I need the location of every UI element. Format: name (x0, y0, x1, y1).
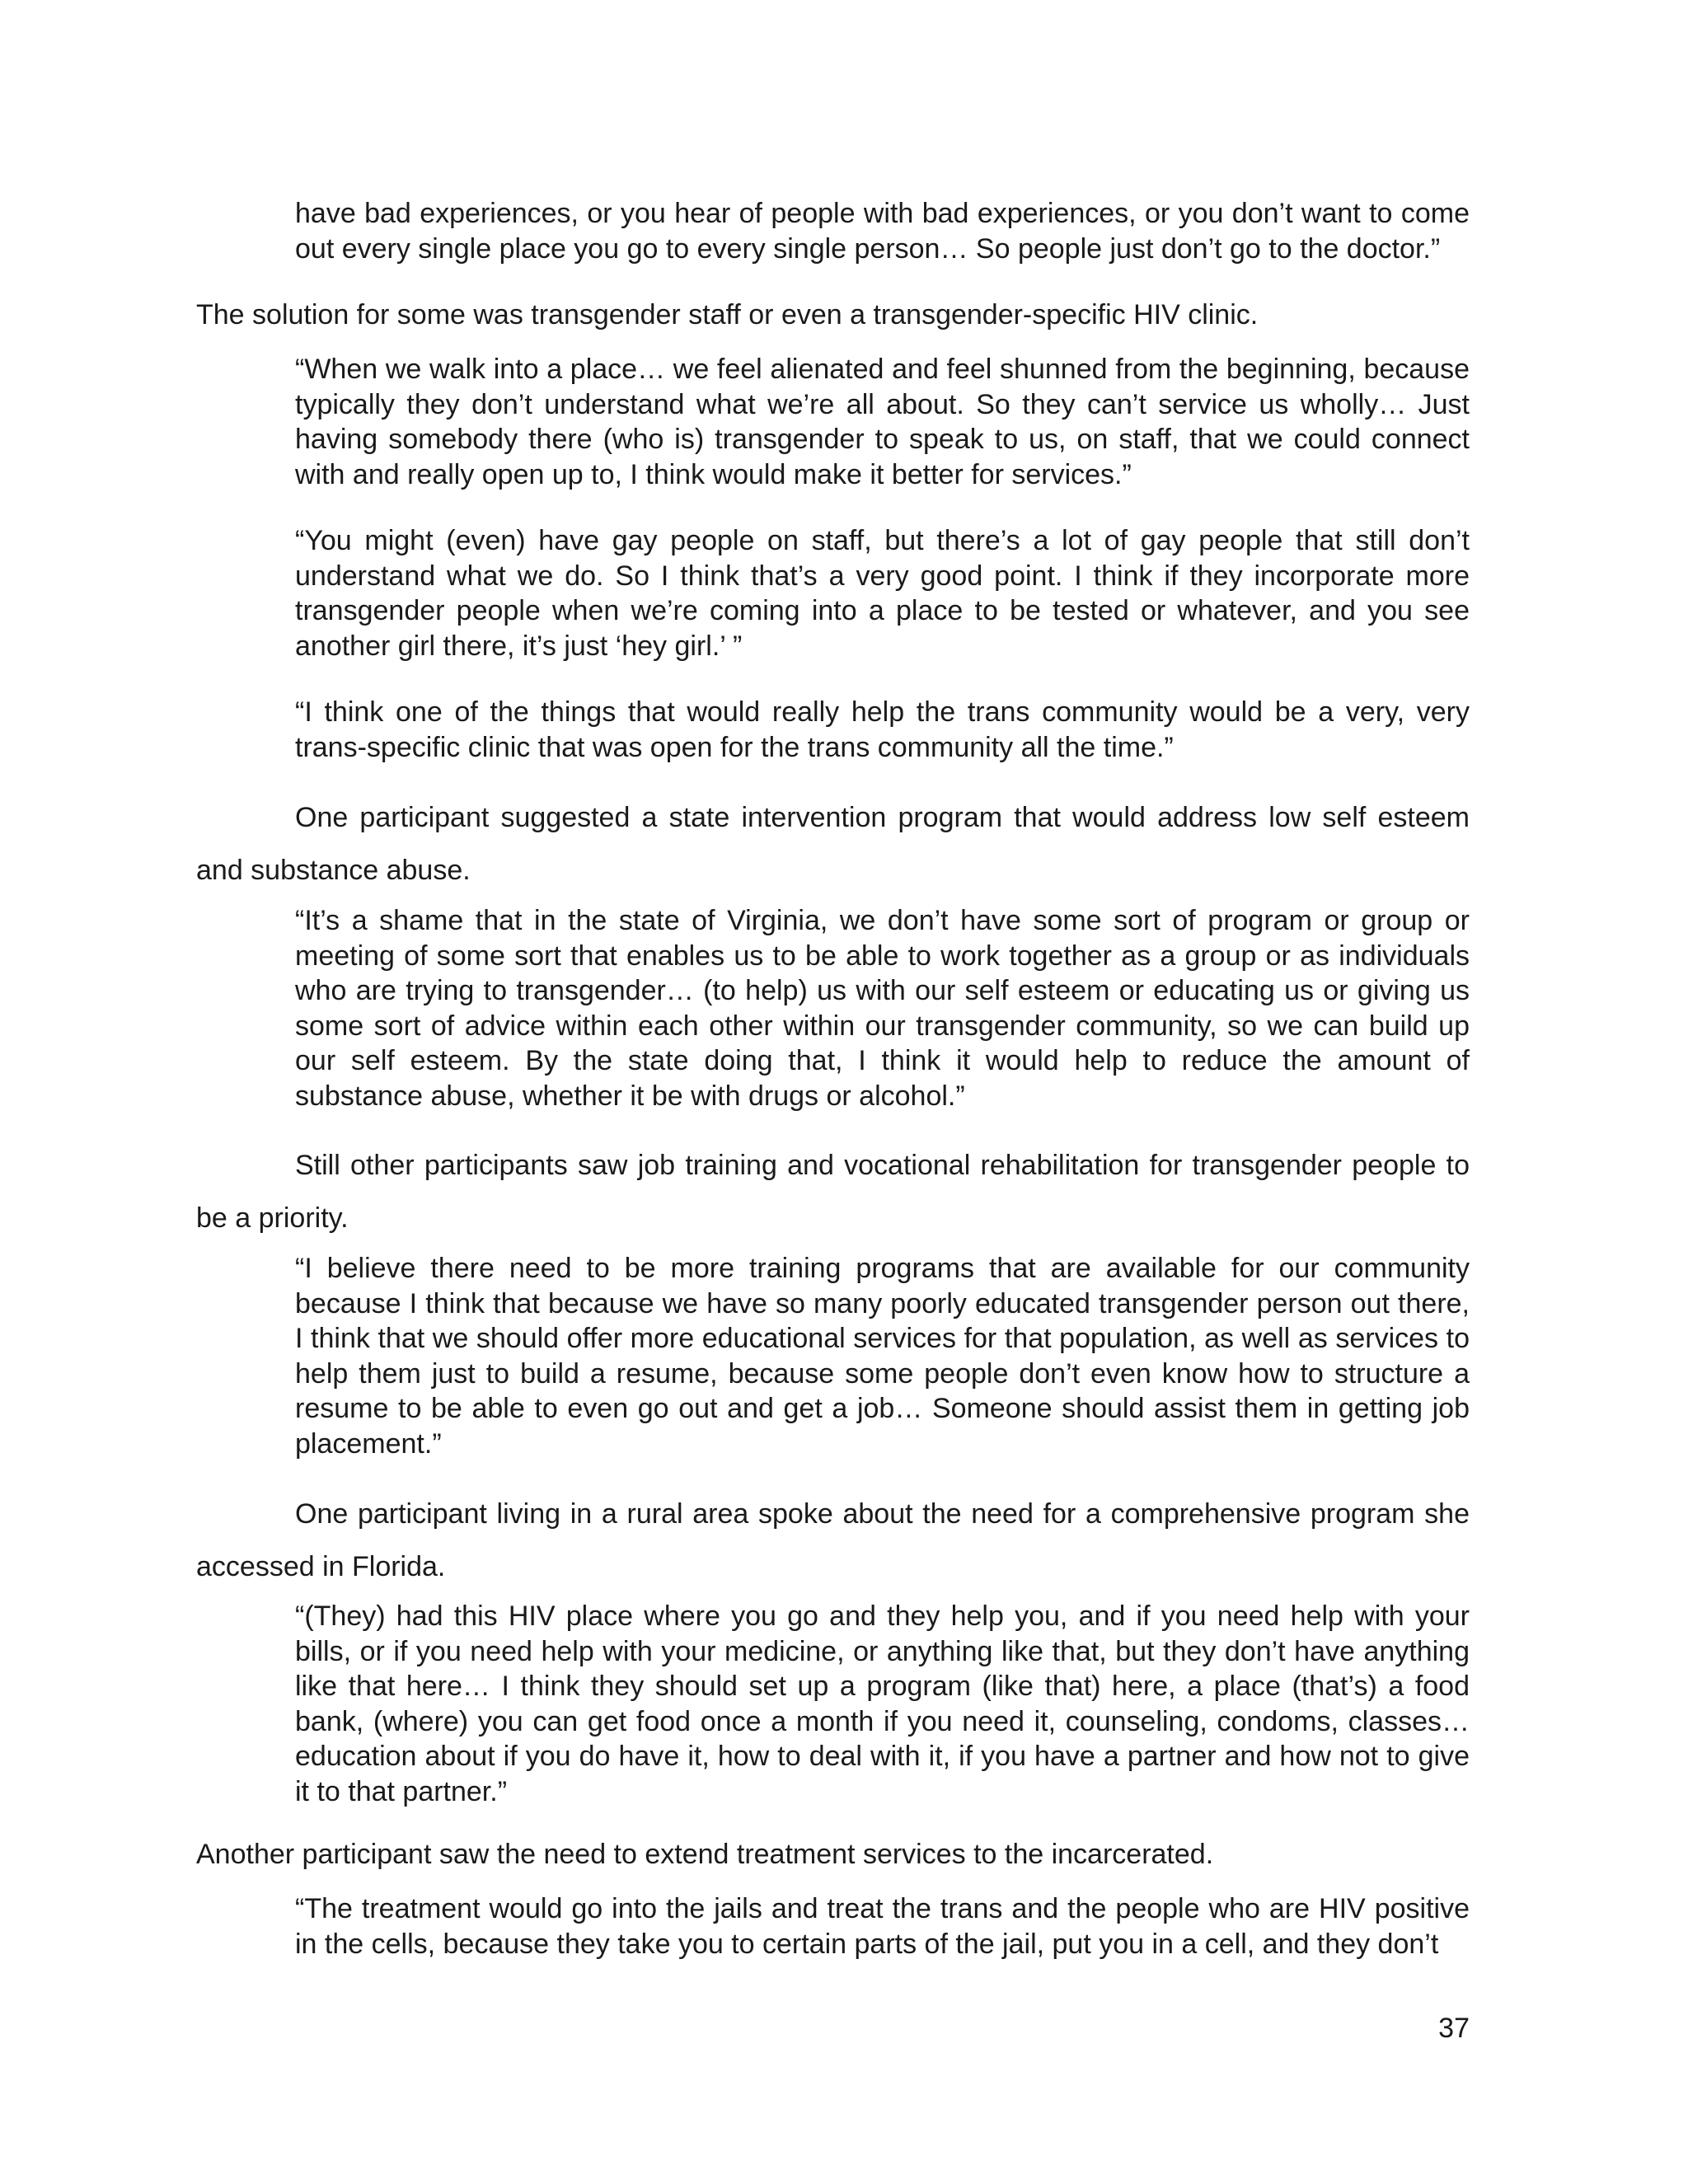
quote-block-trans-specific-clinic: “I think one of the things that would really help the trans community would be a very, very trans-specific clinic that was open for the trans community all the time.” (295, 696, 1470, 763)
body-paragraph-incarcerated: Another participant saw the need to extend treatment services to the incarcerated. (196, 1839, 1214, 1870)
quote-block-alienated: “When we walk into a place… we feel alienated and feel shunned from the beginning, because typically they don’t understand what we’re all about. So they can’t service us wholly… Just having somebody there (who is) transgender to speak to us, on staff, that we could connect with and really open up to, I think would make it better for services.” (295, 354, 1470, 490)
quote-block-virginia-program: “It’s a shame that in the state of Virginia, we don’t have some sort of program or group or meeting of some sort that enables us to be able to work together as a group or as individuals who are trying to transgender… (to help) us with our self esteem or educating us or giving us some sort of advice within each other within our transgender community, so we can build up our self esteem. By the state doing that, I think it would help to reduce the amount of substance abuse, whether it be with drugs or alcohol.” (295, 905, 1470, 1112)
quote-block-continued: have bad experiences, or you hear of people with bad experiences, or you don’t want to come out every single place you go to every single person… So people just don’t go to the doctor.” (295, 198, 1470, 265)
quote-block-training-programs: “I believe there need to be more training programs that are available for our community because I think that because we have so many poorly educated transgender person out there, I think that we should offer more educational services for that population, as well as services to help them just to build a resume, because some people don’t even know how to structure a resume to be able to even go out and get a job… Someone should assist them in getting job placement.” (295, 1253, 1470, 1460)
body-paragraph-state-intervention: One participant suggested a state intervention program that would address low self esteem and substance abuse. (196, 802, 1470, 886)
page-number: 37 (1438, 2013, 1470, 2044)
body-paragraph-rural-area: One participant living in a rural area spoke about the need for a comprehensive program she accessed in Florida. (196, 1498, 1470, 1582)
body-paragraph-transgender-staff: The solution for some was transgender staff or even a transgender-specific HIV clinic. (196, 299, 1259, 330)
quote-block-florida-program: “(They) had this HIV place where you go and they help you, and if you need help with your bills, or if you need help with your medicine, or anything like that, but they don’t have anything like that here… I think they should set up a program (like that) here, a place (that’s) a food bank, (where) you can get food once a month if you need it, counseling, condoms, classes… education about if you do have it, how to deal with it, if you have a partner and how not to give it to that partner.” (295, 1601, 1470, 1807)
body-paragraph-job-training: Still other participants saw job training and vocational rehabilitation for transgender people to be a priority. (196, 1150, 1470, 1234)
quote-block-jails: “The treatment would go into the jails and treat the trans and the people who are HIV positive in the cells, because they take you to certain parts of the jail, put you in a cell, and they don’t (295, 1893, 1470, 1960)
quote-block-gay-people-on-staff: “You might (even) have gay people on staff, but there’s a lot of gay people that still don’t understand what we do. So I think that’s a very good point. I think if they incorporate more transgender people when we’re coming into a place to be tested or whatever, and you see another girl there, it’s just ‘hey girl.’ ” (295, 525, 1470, 662)
